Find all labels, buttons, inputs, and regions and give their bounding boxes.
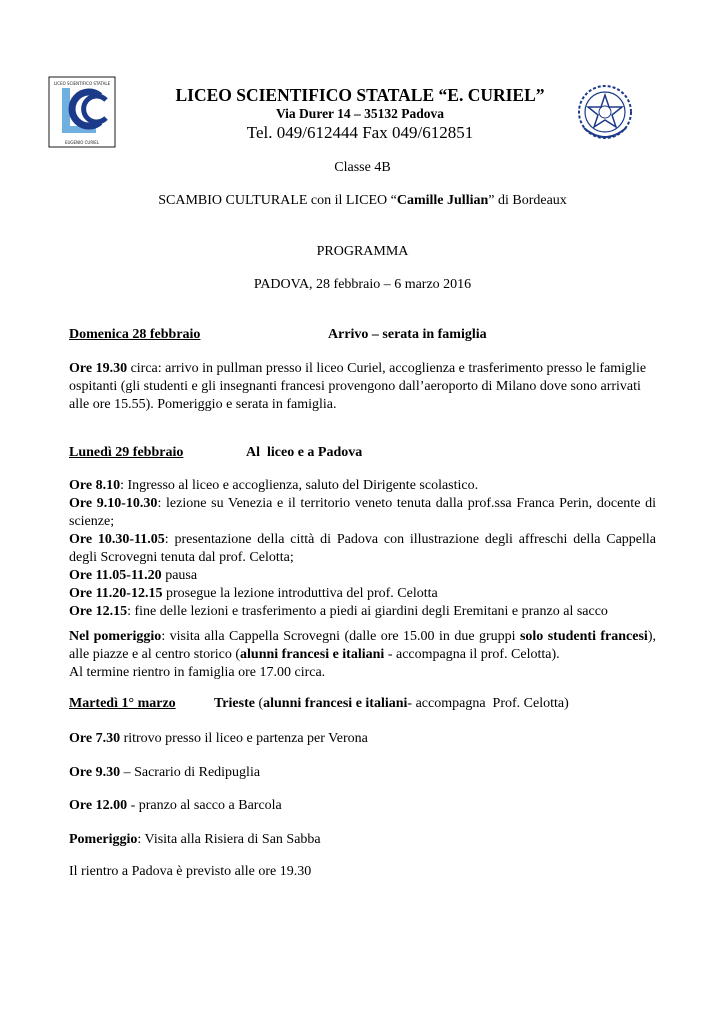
- sunday-heading: [69, 327, 487, 343]
- letterhead: [120, 85, 600, 143]
- schedule-text: : lezione su Venezia e il territorio veneto tenuta dalla prof.ssa Franca Perin, docente di scienze;: [69, 496, 656, 529]
- afternoon-label: Nel pomeriggio: [69, 629, 162, 644]
- afternoon-return: Al termine rientro in famiglia ore 17.00 circa.: [69, 665, 326, 680]
- monday-schedule: [69, 477, 656, 621]
- schedule-time: Ore 12.15: [69, 604, 128, 619]
- tuesday-title: [214, 696, 569, 712]
- schedule-time: Ore 12.00: [69, 798, 128, 813]
- sunday-desc: circa: arrivo in pullman presso il liceo Curiel, accoglienza e trasferimento presso le famiglie ospitanti (gli studenti e gli insegnanti francesi provengono dall’aeroporto di Milano dove sono arrivati alle ore 15.55). Pomeriggio e serata in famiglia.: [69, 361, 647, 412]
- tuesday-item: [69, 764, 656, 782]
- schedule-time: Ore 7.30: [69, 731, 121, 746]
- sunday-time: Ore 19.30: [69, 361, 128, 376]
- afternoon-bold: solo studenti francesi: [519, 629, 648, 644]
- tuesday-title-text: - accompagna Prof. Celotta): [407, 696, 569, 711]
- schedule-item: [69, 531, 656, 567]
- schedule-text: - pranzo al sacco a Barcola: [127, 798, 282, 813]
- schedule-text: : Ingresso al liceo e accoglienza, saluto del Dirigente scolastico.: [120, 478, 479, 493]
- schedule-text: : fine delle lezioni e trasferimento a piedi ai giardini degli Eremitani e pranzo al sacco: [127, 604, 608, 619]
- afternoon-text: : visita alla Cappella Scrovegni (dalle ore 15.00 in due gruppi: [161, 629, 520, 644]
- sunday-text: [69, 360, 656, 414]
- school-address: Via Durer 14 – 35132 Padova: [275, 106, 445, 121]
- tuesday-destination: Trieste: [214, 696, 255, 711]
- exchange-title: [0, 193, 725, 209]
- schedule-time: Ore 11.20-12.15: [69, 586, 163, 601]
- schedule-time: Ore 9.30: [69, 765, 121, 780]
- republic-emblem: [574, 76, 636, 150]
- schedule-text: : presentazione della città di Padova con illustrazione degli affreschi della Cappella degli Scrovegni tenuta dal prof. Celotta;: [69, 532, 656, 565]
- class-label: Classe 4B: [334, 160, 391, 175]
- afternoon-bold: alunni francesi e italiani: [240, 647, 385, 662]
- school-phone: Tel. 049/612444 Fax 049/612851: [246, 123, 474, 142]
- sunday-title: Arrivo – serata in famiglia: [328, 327, 487, 342]
- tuesday-item: [69, 831, 656, 849]
- monday-day: Lunedì 29 febbraio: [69, 445, 184, 460]
- monday-title: Al liceo e a Padova: [246, 445, 363, 460]
- afternoon-text: ), alle piazze e al centro storico (: [69, 629, 656, 662]
- logo-text-top: LICEO SCIENTIFICO STATALE: [53, 81, 111, 86]
- program-dates: PADOVA, 28 febbraio – 6 marzo 2016: [253, 277, 472, 292]
- schedule-time: Pomeriggio: [69, 832, 138, 847]
- sunday-day: Domenica 28 febbraio: [69, 327, 201, 342]
- exchange-suffix: ” di Bordeaux: [488, 193, 567, 208]
- schedule-time: Ore 8.10: [69, 478, 121, 493]
- schedule-text: – Sacrario di Redipuglia: [120, 765, 261, 780]
- tuesday-return: Il rientro a Padova è previsto alle ore 19.30: [69, 864, 312, 879]
- tuesday-day: Martedì 1° marzo: [69, 696, 176, 711]
- schedule-time: Ore 9.10-10.30: [69, 496, 158, 511]
- programma-heading: PROGRAMMA: [316, 244, 409, 259]
- logo-text-bottom: EUGENIO CURIEL: [64, 140, 100, 145]
- monday-heading: [69, 445, 363, 461]
- schedule-text: : Visita alla Risiera di San Sabba: [137, 832, 321, 847]
- tuesday-item: [69, 730, 656, 748]
- exchange-prefix: SCAMBIO CULTURALE con il LICEO “: [158, 193, 397, 208]
- afternoon-text: - accompagna il prof. Celotta).: [384, 647, 560, 662]
- schedule-time: Ore 11.05-11.20: [69, 568, 162, 583]
- schedule-item: [69, 477, 656, 495]
- school-name: LICEO SCIENTIFICO STATALE “E. CURIEL”: [175, 85, 545, 105]
- tuesday-heading: [69, 696, 569, 712]
- school-logo: [48, 76, 116, 148]
- schedule-text: pausa: [161, 568, 198, 583]
- tuesday-participants: alunni francesi e italiani: [263, 696, 408, 711]
- schedule-text: prosegue la lezione introduttiva del prof. Celotta: [162, 586, 438, 601]
- schedule-item: [69, 585, 656, 603]
- schedule-item: [69, 567, 656, 585]
- schedule-time: Ore 10.30-11.05: [69, 532, 165, 547]
- tuesday-title-text: (: [254, 696, 264, 711]
- schedule-text: ritrovo presso il liceo e partenza per Verona: [120, 731, 368, 746]
- exchange-school: Camille Jullian: [396, 193, 489, 208]
- tuesday-item: [69, 797, 656, 815]
- schedule-item: [69, 495, 656, 531]
- monday-afternoon: [69, 628, 656, 682]
- schedule-item: [69, 603, 656, 621]
